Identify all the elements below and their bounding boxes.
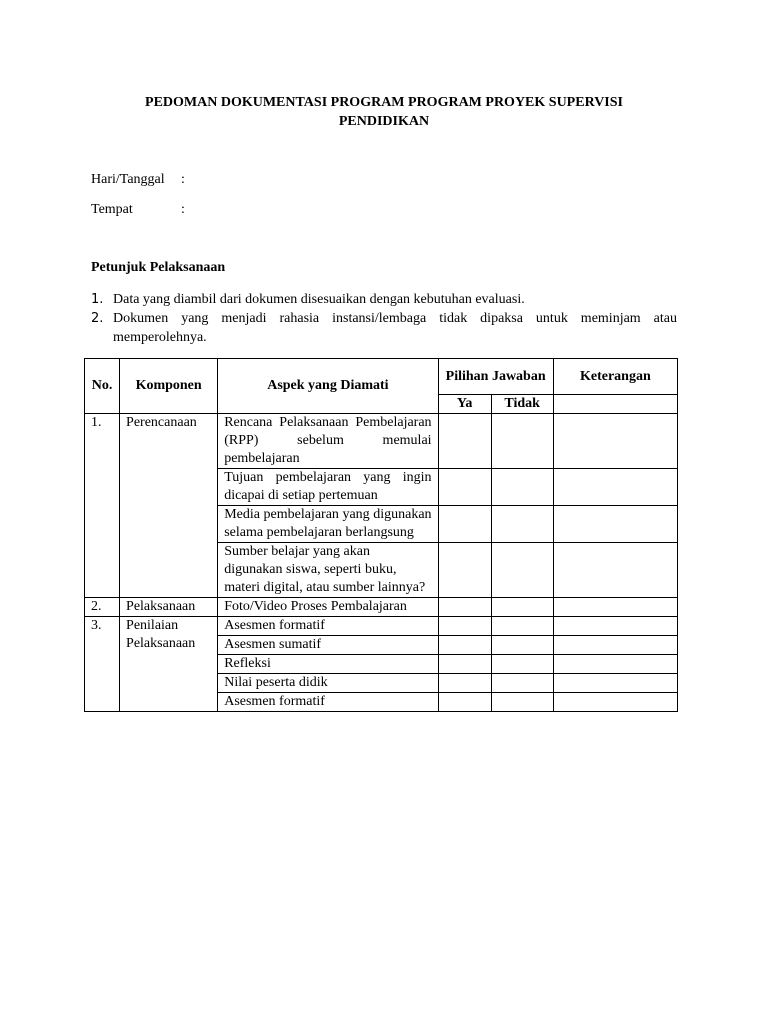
list-item: [91, 309, 677, 347]
cell-aspek: Media pembelajaran yang digunakan selama pembelajaran berlangsung: [218, 506, 438, 543]
cell-no: 2.: [85, 598, 120, 617]
header-komponen: Komponen: [120, 359, 218, 414]
header-tidak: Tidak: [491, 395, 553, 414]
list-number: 1.: [91, 292, 104, 307]
cell-aspek: Asesmen formatif: [218, 617, 438, 636]
cell-tidak[interactable]: [491, 598, 553, 617]
cell-ya[interactable]: [438, 414, 491, 469]
cell-komponen: Perencanaan: [120, 414, 218, 598]
field-hari-tanggal: [91, 172, 185, 188]
instructions-list: [91, 290, 677, 347]
cell-keterangan[interactable]: [553, 636, 677, 655]
cell-ya[interactable]: [438, 506, 491, 543]
instructions-heading: Petunjuk Pelaksanaan: [91, 260, 226, 275]
header-no: No.: [85, 359, 120, 414]
cell-ya[interactable]: [438, 636, 491, 655]
header-pilihan-jawaban: Pilihan Jawaban: [438, 359, 553, 395]
cell-ya[interactable]: [438, 543, 491, 598]
cell-aspek: Nilai peserta didik: [218, 674, 438, 693]
cell-ya[interactable]: [438, 469, 491, 506]
list-number: 2.: [91, 311, 104, 326]
cell-no: 1.: [85, 414, 120, 598]
cell-tidak[interactable]: [491, 674, 553, 693]
observation-table: [84, 358, 678, 712]
field-separator: :: [181, 202, 185, 217]
cell-aspek: Refleksi: [218, 655, 438, 674]
table-row: [85, 598, 678, 617]
list-item: [91, 290, 677, 309]
cell-aspek: Rencana Pelaksanaan Pembelajaran (RPP) sebelum memulai pembelajaran: [218, 414, 438, 469]
cell-ya[interactable]: [438, 693, 491, 712]
header-aspek: Aspek yang Diamati: [218, 359, 438, 414]
cell-tidak[interactable]: [491, 506, 553, 543]
cell-tidak[interactable]: [491, 693, 553, 712]
list-text: Data yang diambil dari dokumen disesuaikan dengan kebutuhan evaluasi.: [113, 292, 525, 307]
cell-keterangan[interactable]: [553, 693, 677, 712]
cell-keterangan[interactable]: [553, 506, 677, 543]
cell-keterangan[interactable]: [553, 617, 677, 636]
cell-tidak[interactable]: [491, 655, 553, 674]
cell-komponen: Penilaian Pelaksanaan: [120, 617, 218, 712]
cell-tidak[interactable]: [491, 414, 553, 469]
header-keterangan-sub: [553, 395, 677, 414]
cell-aspek: Foto/Video Proses Pembalajaran: [218, 598, 438, 617]
cell-aspek: Asesmen formatif: [218, 693, 438, 712]
cell-ya[interactable]: [438, 617, 491, 636]
cell-keterangan[interactable]: [553, 469, 677, 506]
field-tempat: [91, 202, 185, 218]
cell-keterangan[interactable]: [553, 414, 677, 469]
cell-tidak[interactable]: [491, 636, 553, 655]
cell-komponen: Pelaksanaan: [120, 598, 218, 617]
list-text: Dokumen yang menjadi rahasia instansi/lembaga tidak dipaksa untuk meminjam atau memperolehnya.: [113, 311, 677, 345]
header-keterangan: Keterangan: [553, 359, 677, 395]
cell-aspek: Tujuan pembelajaran yang ingin dicapai di setiap pertemuan: [218, 469, 438, 506]
cell-tidak[interactable]: [491, 469, 553, 506]
cell-ya[interactable]: [438, 655, 491, 674]
field-label: Tempat: [91, 202, 133, 217]
cell-ya[interactable]: [438, 598, 491, 617]
field-label: Hari/Tanggal: [91, 172, 165, 187]
cell-keterangan[interactable]: [553, 674, 677, 693]
cell-keterangan[interactable]: [553, 543, 677, 598]
header-ya: Ya: [438, 395, 491, 414]
cell-aspek: Sumber belajar yang akan digunakan siswa, seperti buku, materi digital, atau sumber lainnya?: [218, 543, 438, 598]
cell-no: 3.: [85, 617, 120, 712]
cell-keterangan[interactable]: [553, 655, 677, 674]
cell-keterangan[interactable]: [553, 598, 677, 617]
field-separator: :: [181, 172, 185, 187]
table-row: [85, 617, 678, 636]
cell-tidak[interactable]: [491, 617, 553, 636]
cell-tidak[interactable]: [491, 543, 553, 598]
cell-ya[interactable]: [438, 674, 491, 693]
cell-aspek: Asesmen sumatif: [218, 636, 438, 655]
table-row: [85, 414, 678, 469]
document-title: PEDOMAN DOKUMENTASI PROGRAM PROGRAM PROYEK SUPERVISI PENDIDIKAN: [145, 95, 623, 129]
